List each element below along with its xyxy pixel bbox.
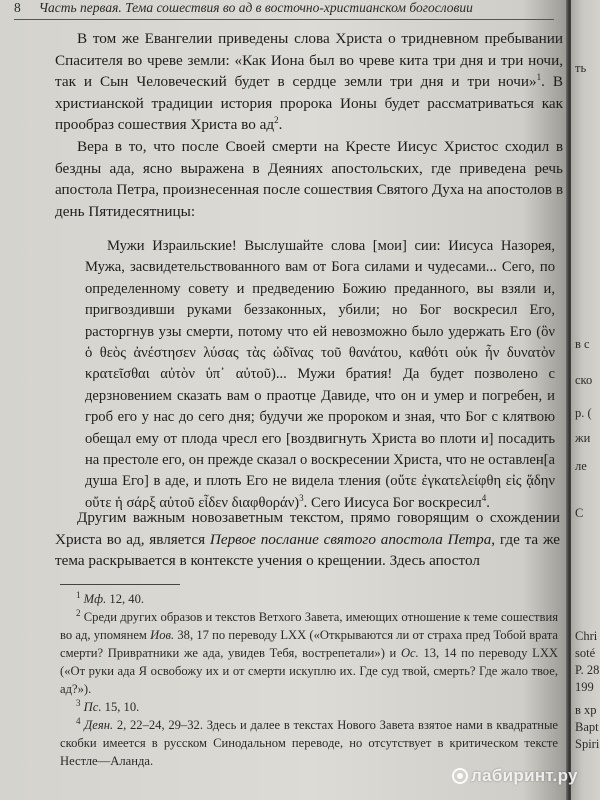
right-fragment: Bapt: [575, 720, 599, 734]
right-fragment: Spiri: [575, 737, 600, 751]
main-text: [55, 28, 563, 222]
right-fragment: P. 28: [575, 663, 600, 677]
paragraph-3-start: Другим важным новозаветным текстом, прямо говорящим о схождении Христа во ад, является: [55, 509, 560, 548]
quote-text-a: Мужи Израильские! Выслушайте слова [мои] сии: Иисуса Назорея, Мужа, засвидетельствованного вам от Бога силами и чудесами... Сего, по определенному совету и предведению Божию преданного, вы взяли и, пригвоздивши руками беззаконных, убили; но Бог воскресил Его, расторгнув узы смерти, потому что ей невозможно было удержать Его (: [85, 238, 555, 340]
footnote-4-num: 4: [76, 715, 81, 726]
running-header: [14, 0, 568, 16]
right-fragment: ле: [575, 459, 587, 473]
right-fragment: в хр: [575, 703, 597, 717]
footnote-2: [60, 608, 558, 698]
footnote-ref-4: 4: [481, 493, 487, 504]
right-fragment: в с: [575, 337, 590, 351]
footnote-4: [60, 716, 558, 770]
paragraph-2: Вера в то, что после Своей смерти на Кресте Иисус Христос сходил в бездны ада, ясно выражена в Деяниях апостольских, где приведена речь апостола Петра, произнесенная после сошествия Святого Духа на апостолов в день Пятидесятницы:: [55, 137, 563, 220]
footnote-rule: [60, 584, 180, 585]
quote-text-b: )... Мужи братия! Да будет позволено с дерзновением сказать вам о праотце Давиде, что он и умер и погребен, и гроб его у нас до сего дня; будучи же пророком и зная, что Бог с клятвою обещал ему от плода чресл его [воздвигнуть Христа во плоти и] посадить на престоле его, он прежде сказал о воскресении Христа, что не оставлен[а душа Его] в аде, и плоть Его не видела тления (: [85, 366, 555, 490]
right-fragment: С: [575, 506, 584, 520]
page-number: 8: [14, 0, 21, 15]
right-fragment: р. (: [575, 406, 592, 420]
footnote-2-ref-job: Иов.: [150, 628, 175, 642]
footnote-2-ref-hosea: Ос.: [400, 646, 419, 660]
footnote-4-ref: Деян.: [84, 718, 114, 732]
quote-text-e: .: [486, 494, 490, 511]
footnote-ref-3: 3: [299, 493, 304, 504]
footnote-1-text: 12, 40.: [106, 592, 145, 606]
quote-text-d: . Сего Иисуса Бог воскресил: [303, 494, 482, 511]
quote-text-c: ): [294, 494, 300, 511]
footnote-2-text-a: Среди других образов и текстов Ветхого Завета, имеющих отношение к теме сошествия во ад, упомянем: [60, 610, 559, 642]
right-fragment: Chri: [575, 629, 598, 643]
labirint-logo-icon: [452, 768, 468, 789]
right-fragment: жи: [575, 431, 591, 445]
footnote-4-text: 2, 22–24, 29–32. Здесь и далее в текстах Нового Завета взятое нами в квадратные скобки имеется в русском Синодальном переводе, но отсутствует в критическом тексте Нестле—Аланда.: [60, 718, 558, 768]
right-fragment: 199: [575, 680, 594, 694]
running-title: Часть первая. Тема сошествия во ад в восточно-христианском богословии: [38, 0, 473, 15]
paragraph-1-end: .: [278, 116, 283, 134]
paragraph-1: [55, 28, 563, 136]
footnotes: [60, 590, 558, 770]
footnote-ref-2: 2: [274, 115, 279, 126]
watermark-text: лабиринт.ру: [471, 766, 578, 785]
block-quote: [85, 236, 555, 514]
book-page-right: [571, 0, 600, 800]
footnote-1-ref: Мф.: [83, 592, 107, 606]
footnote-2-text-c: 13, 14 по переводу LXX («От руки ада Я освобожу их и от смерти искуплю их. Где суд твой, смерть? Где жало твое, ад?»).: [60, 646, 559, 696]
labirint-watermark: [452, 766, 578, 789]
footnote-1-num: 1: [76, 589, 81, 600]
greek-citation-1: ὃν ὁ θεὸς ἀνέστησεν λύσας τὰς ὠδῖνας τοῦ θανάτου, καθότι οὐκ ἦν δυνατὸν κρατεῖσθαι αὐτὸν ὑπ᾽ αὐτοῦ: [85, 323, 555, 383]
footnote-2-num: 2: [76, 607, 81, 618]
right-fragment: soté: [575, 646, 596, 660]
greek-citation-2: οὔτε ἐγκατελείφθη εἰς ᾅδην οὔτε ἡ σάρξ αὐτοῦ εἶδεν διαφθοράν: [85, 473, 555, 511]
footnote-3-text: 15, 10.: [101, 700, 140, 714]
footnote-3: [60, 698, 558, 716]
footnote-ref-1: 1: [536, 72, 542, 83]
footnote-1: [60, 590, 558, 608]
paragraph-1-cont: . В христианской традиции история пророка Ионы будет рассматриваться как прообраз сошествия Христа во ад: [55, 73, 563, 134]
footnote-3-num: 3: [76, 697, 81, 708]
epistle-title: Первое послание святого апостола Петра: [209, 530, 492, 548]
header-rule: [14, 19, 554, 20]
footnote-2-text-b: 38, 17 по переводу LXX («Открываются ли от страха пред Тобой врата смерти? Привратники же ада, увидев Тебя, вострепетали») и: [60, 628, 558, 660]
right-fragment: ть: [575, 61, 587, 75]
paragraph-3-text: [55, 507, 560, 572]
quote-paragraph: [85, 236, 555, 514]
footnote-3-ref: Пс.: [83, 700, 102, 714]
right-fragment: ско: [575, 373, 593, 387]
paragraph-3: [55, 507, 560, 572]
paragraph-1-text: В том же Евангелии приведены слова Христа о тридневном пребывании Спасителя во чреве земли: «Как Иона был во чреве кита три дня и три ночи, так и Сын Человеческий будет в сердце земли три дня и три ночи»: [55, 30, 563, 91]
paragraph-3-end: , где та же тема раскрывается в контексте учения о крещении. Здесь апостол: [55, 530, 560, 570]
